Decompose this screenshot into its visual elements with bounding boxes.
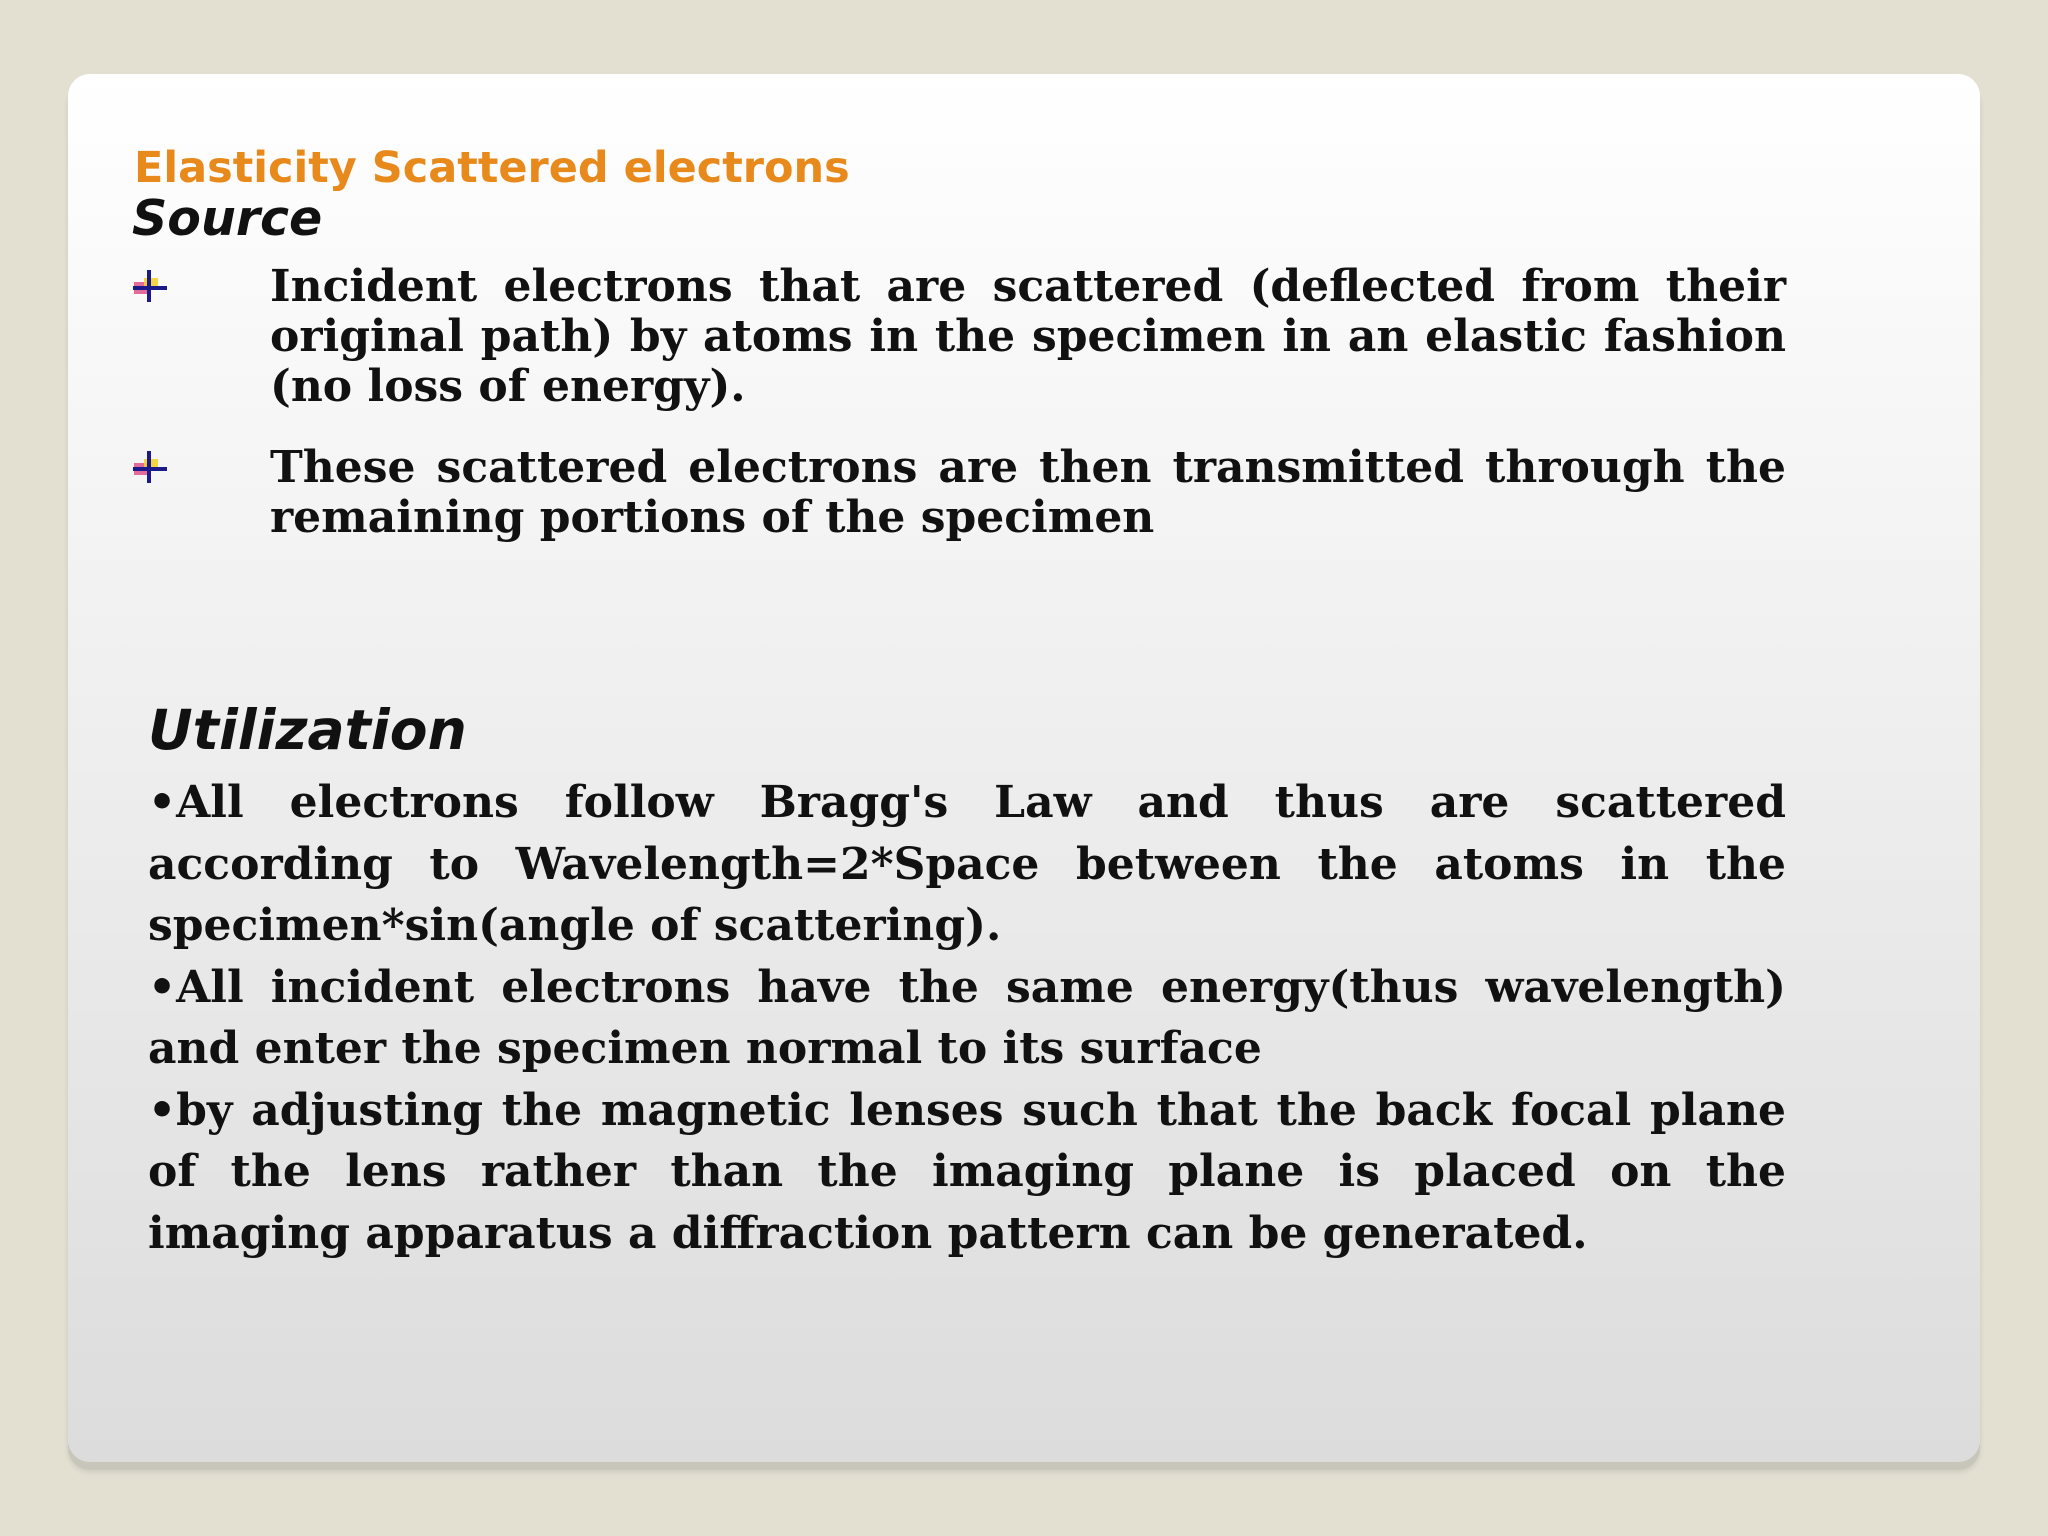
utilization-paragraph: •All incident electrons have the same energy(thus wavelength) and enter the specimen normal to its surface [148,961,1786,1074]
utilization-paragraph: •All electrons follow Bragg's Law and thus are scattered according to Wavelength=2*Space between the atoms in the specimen*sin(angle of scattering). [148,777,1786,951]
source-heading: Source [132,190,323,247]
cross-bullet-icon [130,266,170,306]
source-bullet-text: These scattered electrons are then transmitted through the remaining portions of the specimen [270,442,1786,543]
utilization-body [148,772,1786,1264]
slide-title: Elasticity Scattered electrons [134,143,850,193]
source-bullet-text: Incident electrons that are scattered (deflected from their original path) by atoms in the specimen in an elastic fashion (no loss of energy). [270,261,1786,412]
utilization-heading: Utilization [148,698,467,762]
cross-bullet-icon [130,447,170,487]
utilization-paragraph: •by adjusting the magnetic lenses such that the back focal plane of the lens rather than the imaging plane is placed on the imaging apparatus a diffraction pattern can be generated. [148,1084,1786,1259]
